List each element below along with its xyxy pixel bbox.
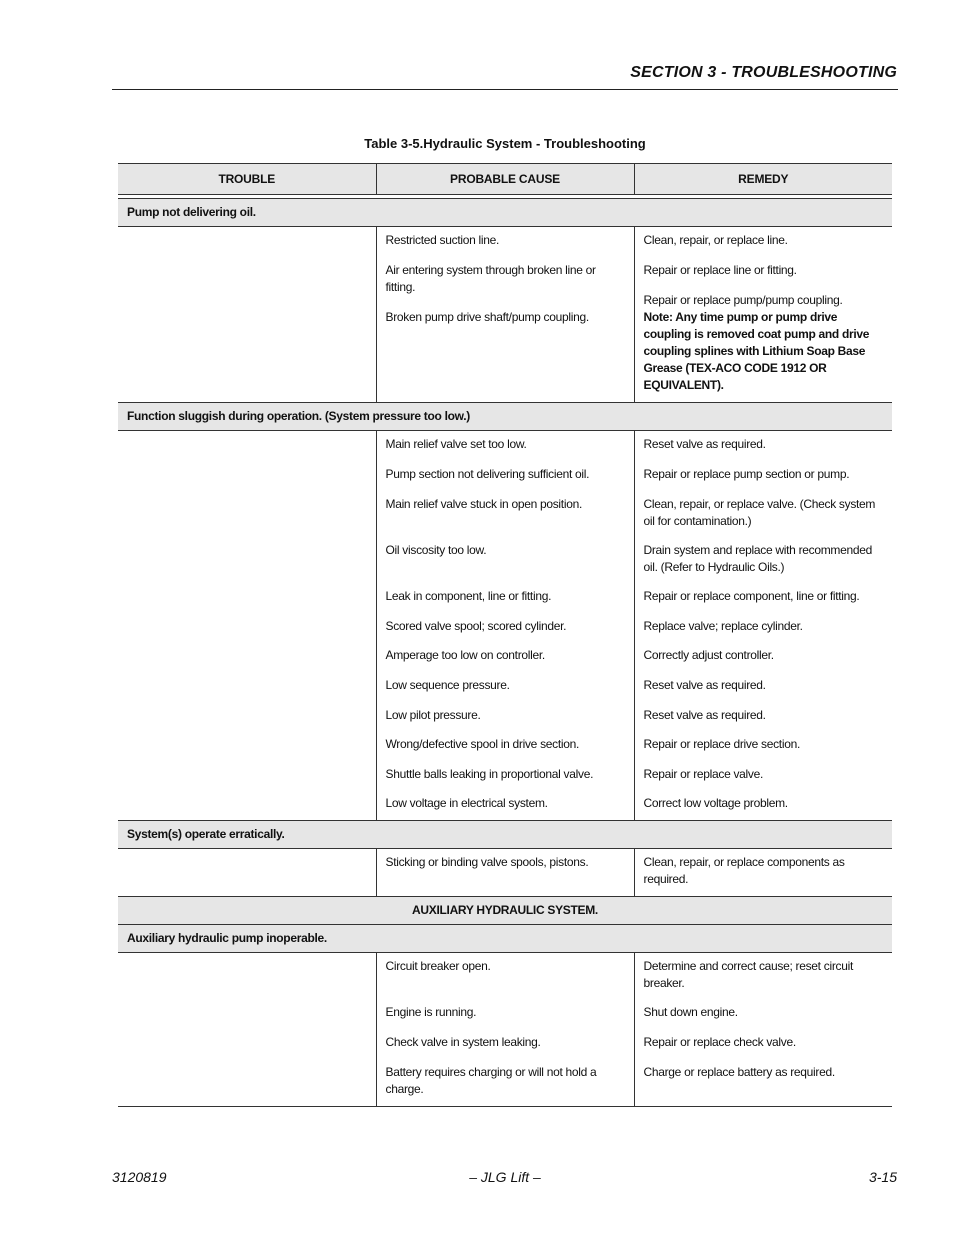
remedy-text: Reset valve as required. [643,437,766,451]
table-row [118,227,892,403]
cause-text: Main relief valve stuck in open position. [385,497,582,511]
remedy-cell [634,227,892,403]
page-number: 3-15 [868,1169,897,1185]
remedy-text: Clean, repair, or replace valve. (Check system oil for contamination.) [643,497,876,528]
remedy-text: Reset valve as required. [643,708,766,722]
cause-text: Low sequence pressure. [385,678,510,692]
cause-text: Main relief valve set too low. [385,437,527,451]
cause-text: Wrong/defective spool in drive section. [385,737,580,751]
trouble-label: Pump not delivering oil. [118,199,892,227]
publisher-name: – JLG Lift – [469,1169,541,1185]
cause-text: Scored valve spool; scored cylinder. [385,619,567,633]
cause-text: Low voltage in electrical system. [385,796,548,810]
cause-text: Broken pump drive shaft/pump coupling. [385,310,589,324]
trouble-label: Function sluggish during operation. (System pressure too low.) [118,403,892,431]
column-header-remedy: REMEDY [634,164,892,195]
remedy-text: Shut down engine. [643,1005,738,1019]
cause-text: Shuttle balls leaking in proportional valve. [385,767,594,781]
trouble-label: System(s) operate erratically. [118,821,892,849]
cause-text: Circuit breaker open. [385,959,491,973]
remedy-text: Charge or replace battery as required. [643,1065,835,1079]
remedy-text: Correctly adjust controller. [643,648,774,662]
cause-text: Amperage too low on controller. [385,648,545,662]
remedy-text: Repair or replace drive section. [643,737,800,751]
trouble-row [118,403,892,431]
remedy-text: Drain system and replace with recommended oil. (Refer to Hydraulic Oils.) [643,543,872,574]
cause-text: Sticking or binding valve spools, pistons. [385,855,589,869]
trouble-label: Auxiliary hydraulic pump inoperable. [118,925,892,953]
table-row [118,953,892,1107]
probable-cause-cell [376,227,634,403]
header-rule [112,89,898,90]
remedy-cell [634,431,892,821]
column-header-probable-cause: PROBABLE CAUSE [376,164,634,195]
probable-cause-cell [376,849,634,897]
document-number: 3120819 [112,1169,167,1185]
cause-text: Battery requires charging or will not hold a charge. [385,1065,597,1096]
remedy-text: Reset valve as required. [643,678,766,692]
subsection-row [118,897,892,925]
cause-text: Air entering system through broken line or fitting. [385,263,596,294]
remedy-text: Repair or replace check valve. [643,1035,796,1049]
remedy-text: Repair or replace component, line or fitting. [643,589,860,603]
section-title: SECTION 3 - TROUBLESHOOTING [630,64,897,81]
probable-cause-cell [376,953,634,1107]
cause-text: Oil viscosity too low. [385,543,487,557]
subsection-label: AUXILIARY HYDRAULIC SYSTEM. [118,897,892,925]
trouble-row [118,821,892,849]
table-title: Table 3-5.Hydraulic System - Troubleshooting [364,136,646,151]
probable-cause-cell [376,431,634,821]
cause-text: Low pilot pressure. [385,708,481,722]
remedy-text: Repair or replace valve. [643,767,764,781]
note-text: Note: Any time pump or pump drive coupling is removed coat pump and drive coupling splines with Lithium Soap Base Grease (TEX-ACO CODE 1912 OR EQUIVALENT). [643,310,870,392]
cause-text: Engine is running. [385,1005,477,1019]
remedy-text: Replace valve; replace cylinder. [643,619,803,633]
remedy-cell [634,953,892,1107]
table-row [118,431,892,821]
cause-text: Check valve in system leaking. [385,1035,541,1049]
remedy-text: Repair or replace line or fitting. [643,263,797,277]
cause-text: Restricted suction line. [385,233,500,247]
troubleshooting-table [118,163,892,1107]
column-header-trouble: TROUBLE [118,164,376,195]
cause-text: Pump section not delivering sufficient oil. [385,467,590,481]
table-row [118,849,892,897]
remedy-text: Clean, repair, or replace components as required. [643,855,845,886]
cause-text: Leak in component, line or fitting. [385,589,552,603]
remedy-text: Repair or replace pump section or pump. [643,467,850,481]
remedy-text: Determine and correct cause; reset circuit breaker. [643,959,853,990]
remedy-text [644,292,885,394]
trouble-row [118,199,892,227]
remedy-text: Repair or replace pump/pump coupling. [643,293,843,307]
remedy-text: Clean, repair, or replace line. [643,233,788,247]
remedy-text: Correct low voltage problem. [643,796,788,810]
remedy-cell [634,849,892,897]
trouble-row [118,925,892,953]
table-header-row [118,164,892,195]
